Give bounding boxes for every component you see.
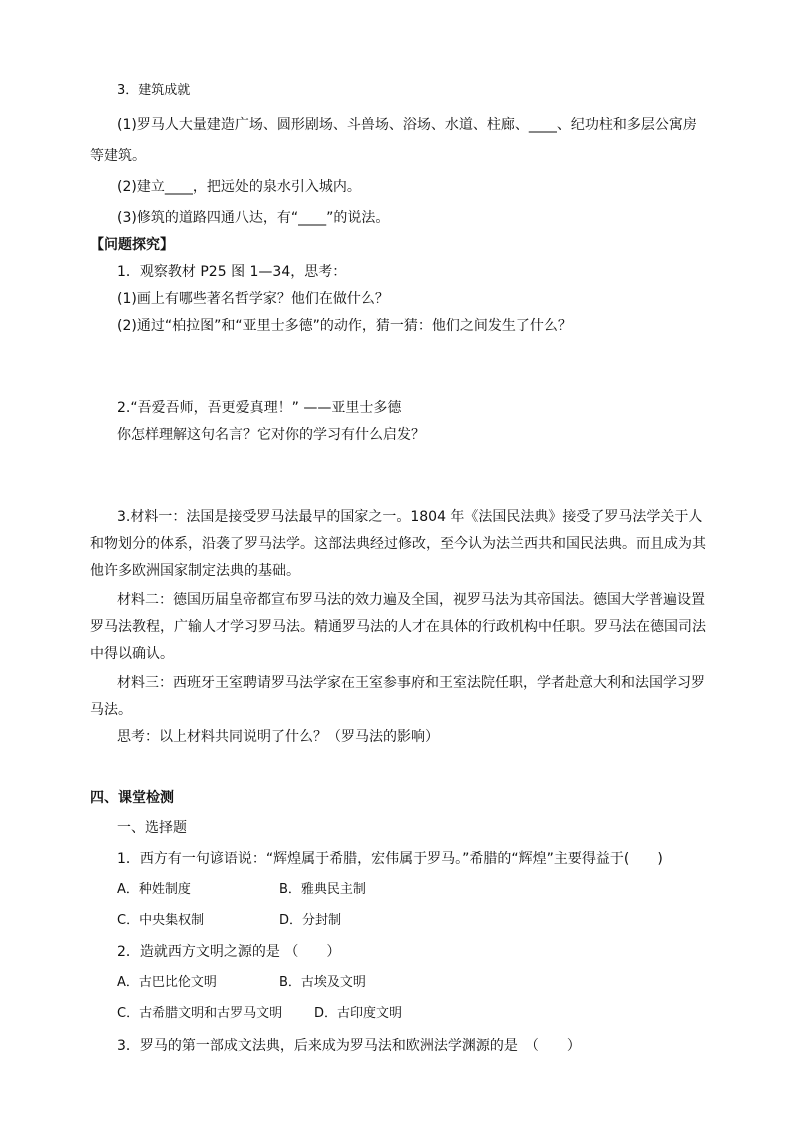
material-2-line-1: 材料二：德国历届皇帝都宣布罗马法的效力遍及全国，视罗马法为其帝国法。德国大学普遍设置 xyxy=(117,592,705,608)
material-3-line-2: 马法。 xyxy=(90,702,132,718)
material-1-line-3: 他许多欧洲国家制定法典的基础。 xyxy=(90,563,300,579)
choice-heading: 一、选择题 xyxy=(117,820,187,836)
materials-think-question: 思考：以上材料共同说明了什么？（罗马法的影响） xyxy=(117,729,439,745)
q2-stem: 2．造就西方文明之源的是 （ ） xyxy=(117,944,341,960)
q2-option-d: D．古印度文明 xyxy=(314,1006,403,1021)
material-1-line-1: 3.材料一：法国是接受罗马法最早的国家之一。1804 年《法国民法典》接受了罗马法学关于人 xyxy=(117,509,703,525)
inquiry-heading: 【问题探究】 xyxy=(90,237,174,253)
arch-item-1: (1)罗马人大量建造广场、圆形剧场、斗兽场、浴场、水道、柱廊、____、纪功柱和多层公寓房 xyxy=(117,117,697,133)
inquiry-q1: 1．观察教材 P25 图 1—34，思考： xyxy=(117,264,347,280)
q2-option-c: C．古希腊文明和古罗马文明 xyxy=(117,1006,283,1021)
q1-option-c: C．中央集权制 xyxy=(117,913,205,928)
inquiry-q2-question: 你怎样理解这句名言？它对你的学习有什么启发？ xyxy=(117,427,425,443)
q2-option-a: A．古巴比伦文明 xyxy=(117,975,217,990)
inquiry-q1-part2: (2)通过“柏拉图”和“亚里士多德”的动作，猜一猜：他们之间发生了什么？ xyxy=(117,318,572,334)
section-4-title: 四、课堂检测 xyxy=(90,790,174,806)
section-3-title: 3．建筑成就 xyxy=(117,83,191,98)
q1-option-b: B．雅典民主制 xyxy=(279,882,366,897)
q1-stem: 1．西方有一句谚语说：“辉煌属于希腊，宏伟属于罗马。”希腊的“辉煌”主要得益于( ) xyxy=(117,851,663,867)
material-2-line-2: 罗马法教程，广输人才学习罗马法。精通罗马法的人才在具体的行政机构中任职。罗马法在德国司法 xyxy=(90,619,706,635)
material-2-line-3: 中得以确认。 xyxy=(90,646,174,662)
q1-option-d: D．分封制 xyxy=(279,913,342,928)
q3-stem: 3．罗马的第一部成文法典，后来成为罗马法和欧洲法学渊源的是 （ ） xyxy=(117,1038,581,1054)
inquiry-q1-part1: (1)画上有哪些著名哲学家？他们在做什么？ xyxy=(117,291,389,307)
material-1-line-2: 和物划分的体系，沿袭了罗马法学。这部法典经过修改，至今认为法兰西共和国民法典。而且成为其 xyxy=(90,536,706,552)
arch-item-1-cont: 等建筑。 xyxy=(90,148,146,164)
inquiry-q2-quote: 2.“吾爱吾师，吾更爱真理！” ——亚里士多德 xyxy=(117,400,402,416)
q1-option-a: A．种姓制度 xyxy=(117,882,191,897)
arch-item-2: (2)建立____，把远处的泉水引入城内。 xyxy=(117,179,361,195)
material-3-line-1: 材料三：西班牙王室聘请罗马法学家在王室参事府和王室法院任职，学者赴意大利和法国学习罗 xyxy=(117,675,705,691)
arch-item-3: (3)修筑的道路四通八达，有“____”的说法。 xyxy=(117,210,390,226)
q2-option-b: B．古埃及文明 xyxy=(279,975,366,990)
